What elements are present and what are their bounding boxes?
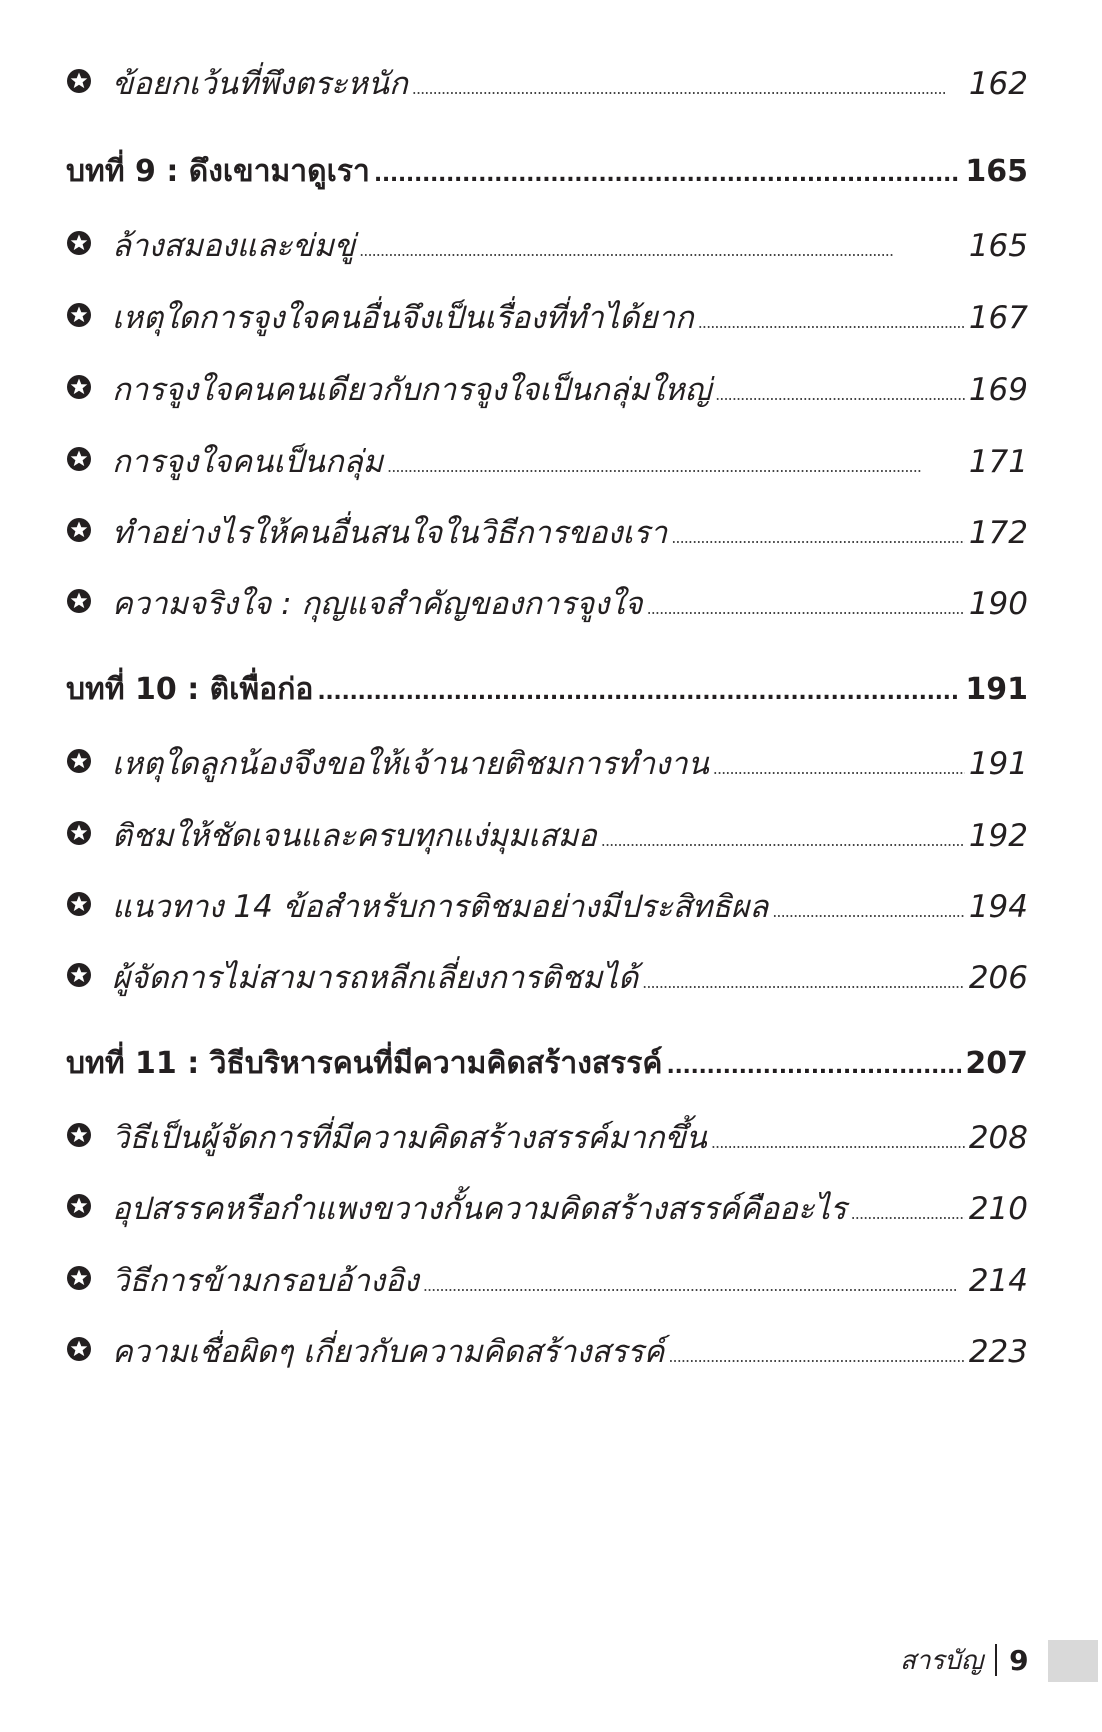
star-bullet-icon [66,1193,92,1219]
dot-leader [666,1054,961,1079]
toc-entry-title: อุปสรรคหรือกำแพงขวางกั้นความคิดสร้างสรรค์คืออะไร [112,1191,847,1227]
toc-entry-page: 190 [968,586,1028,622]
dot-leader [715,385,965,404]
toc-entry-page: 171 [968,444,1028,480]
toc-entry-title: วิธีเป็นผู้จัดการที่มีความคิดสร้างสรรค์มากขึ้น [112,1120,707,1156]
toc-entry-title: วิธีการข้ามกรอบอ้างอิง [112,1263,419,1299]
toc-entry-page: 208 [968,1120,1028,1156]
dot-leader [671,528,965,547]
toc-entry-page: 165 [968,228,1028,264]
footer-thumb-tab [1048,1640,1098,1682]
footer-divider [995,1644,997,1676]
toc-entry-title: การจูงใจคนคนเดียวกับการจูงใจเป็นกลุ่มใหญ่ [112,372,712,408]
star-bullet-icon [66,748,92,774]
toc-entry [66,436,1028,486]
toc-entry-page: 223 [968,1334,1028,1370]
star-bullet-icon [66,1122,92,1148]
toc-entry [66,1183,1028,1233]
chapter-page: 207 [965,1046,1028,1081]
toc-entry [66,364,1028,414]
toc-entry-page: 172 [968,515,1028,551]
toc-entry-title: ติชมให้ชัดเจนและครบทุกแง่มุมเสมอ [112,818,597,854]
chapter-title: บทที่ 10 : ติเพื่อก่อ [66,672,314,707]
toc-entry [66,578,1028,628]
toc-entry [66,507,1028,557]
chapter-page: 165 [965,154,1028,189]
toc-entry [66,952,1028,1002]
toc-entry-page: 194 [968,889,1028,925]
star-bullet-icon [66,588,92,614]
dot-leader [851,1204,965,1223]
toc-entry [66,1112,1028,1162]
star-bullet-icon [66,517,92,543]
toc-entry [66,1326,1028,1376]
dot-leader [359,241,965,260]
star-bullet-icon [66,446,92,472]
toc-entry-title: ข้อยกเว้นที่พึงตระหนัก [112,66,408,102]
toc-chapter [66,1040,1028,1087]
toc-entry-title: ความจริงใจ : กุญแจสำคัญของการจูงใจ [112,586,643,622]
toc-entry-page: 214 [968,1263,1028,1299]
star-bullet-icon [66,962,92,988]
toc-entry-page: 206 [968,960,1028,996]
toc-chapter [66,148,1028,195]
toc-entry-title: การจูงใจคนเป็นกลุ่ม [112,444,384,480]
toc-entry [66,881,1028,931]
toc-entry-page: 210 [968,1191,1028,1227]
dot-leader [713,759,965,778]
dot-leader [642,973,965,992]
dot-leader [711,1133,965,1152]
dot-leader [647,599,965,618]
dot-leader [387,457,965,476]
page-footer [900,1640,1029,1680]
toc-entry-title: ผู้จัดการไม่สามารถหลีกเลี่ยงการติชมได้ [112,960,639,996]
star-bullet-icon [66,1336,92,1362]
toc-entry-title: เหตุใดการจูงใจคนอื่นจึงเป็นเรื่องที่ทำได้ยาก [112,300,694,336]
toc-entry [66,738,1028,788]
toc-entry-title: ความเชื่อผิดๆ เกี่ยวกับความคิดสร้างสรรค์ [112,1334,665,1370]
star-bullet-icon [66,302,92,328]
toc-entry-page: 191 [968,746,1028,782]
dot-leader [423,1276,965,1295]
toc-entry [66,1255,1028,1305]
dot-leader [601,831,965,850]
page-number: 9 [1009,1643,1029,1677]
dot-leader [772,902,965,921]
toc-entry-title: แนวทาง 14 ข้อสำหรับการติชมอย่างมีประสิทธิผล [112,889,769,925]
toc-entry-page: 162 [968,66,1028,102]
toc-entry-title: เหตุใดลูกน้องจึงขอให้เจ้านายติชมการทำงาน [112,746,709,782]
dot-leader [412,79,965,98]
star-bullet-icon [66,374,92,400]
toc-entry [66,810,1028,860]
dot-leader [317,680,961,705]
chapter-page: 191 [965,672,1028,707]
dot-leader [374,162,962,187]
chapter-title: บทที่ 11 : วิธีบริหารคนที่มีความคิดสร้างสรรค์ [66,1046,663,1081]
toc-entry-page: 192 [968,818,1028,854]
toc-entry-page: 169 [968,372,1028,408]
toc-entry-title: ทำอย่างไรให้คนอื่นสนใจในวิธีการของเรา [112,515,668,551]
footer-section-label: สารบัญ [900,1645,984,1676]
toc-entry [66,58,1028,108]
dot-leader [698,313,965,332]
toc-entry-title: ล้างสมองและข่มขู่ [112,228,356,264]
chapter-title: บทที่ 9 : ดึงเขามาดูเรา [66,154,370,189]
toc-entry-page: 167 [968,300,1028,336]
toc-entry [66,292,1028,342]
star-bullet-icon [66,891,92,917]
dot-leader [668,1347,964,1366]
star-bullet-icon [66,230,92,256]
toc-entry [66,220,1028,270]
star-bullet-icon [66,1265,92,1291]
toc-chapter [66,666,1028,713]
star-bullet-icon [66,68,92,94]
star-bullet-icon [66,820,92,846]
